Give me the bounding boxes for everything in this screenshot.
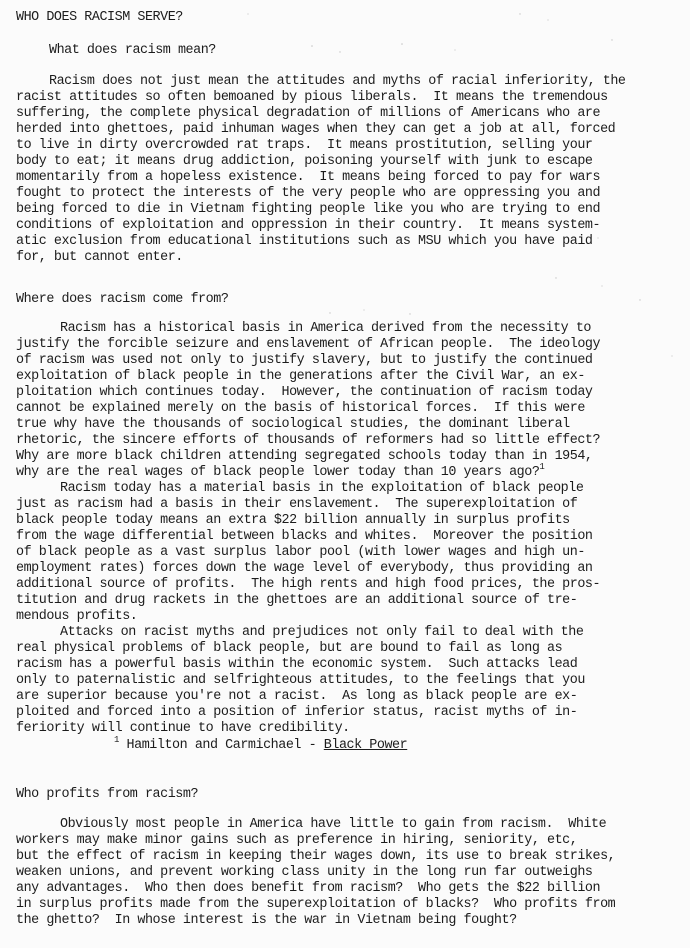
footnote-number: 1 bbox=[114, 735, 119, 745]
text-line: in surplus profits made from the superexploitation of blacks? Who profits from bbox=[16, 897, 616, 912]
text-line-with-footnote bbox=[16, 462, 545, 480]
text-line: are superior because you're not a racist. As long as black people are ex- bbox=[16, 689, 578, 704]
text-line: exploitation of black people in the generations after the Civil War, an ex- bbox=[16, 369, 585, 384]
section-heading-profits: Who profits from racism? bbox=[16, 787, 199, 802]
text-line: but the effect of racism in keeping their wages down, its use to break strikes, bbox=[16, 849, 616, 864]
text-line: Racism does not just mean the attitudes and myths of racial inferiority, the bbox=[49, 74, 626, 89]
text-line: black people today means an extra $22 billion annually in surplus profits bbox=[16, 513, 570, 528]
text-line: weaken unions, and prevent working class unity in the long run far outweighs bbox=[16, 865, 593, 880]
text-line: only to paternalistic and selfrighteous attitudes, to the feelings that you bbox=[16, 673, 585, 688]
text-line: herded into ghettoes, paid inhuman wages when they can get a job at all, forced bbox=[16, 122, 616, 137]
text-line: conditions of exploitation and oppression in their country. It means system- bbox=[16, 218, 601, 233]
text-line: of black people as a vast surplus labor pool (with lower wages and high un- bbox=[16, 545, 585, 560]
text-line: feriority will continue to have credibility. bbox=[16, 721, 350, 736]
footnote bbox=[114, 735, 408, 753]
text-line: any advantages. Who then does benefit from racism? Who gets the $22 billion bbox=[16, 881, 601, 896]
text-line: workers may make minor gains such as preference in hiring, seniority, etc, bbox=[16, 833, 578, 848]
text-line: justify the forcible seizure and enslavement of African people. The ideology bbox=[16, 337, 601, 352]
footnote-title: Black Power bbox=[323, 738, 408, 753]
text-line: just as racism had a basis in their enslavement. The superexploitation of bbox=[16, 497, 578, 512]
text-line: why are the real wages of black people lower today than 10 years ago? bbox=[16, 465, 540, 480]
text-line: Why are more black children attending segregated schools today than in 1954, bbox=[16, 449, 593, 464]
text-line: the ghetto? In whose interest is the war in Vietnam being fought? bbox=[16, 913, 517, 928]
text-line: titution and drug rackets in the ghettoes are an additional source of tre- bbox=[16, 593, 578, 608]
text-line: additional source of profits. The high rents and high food prices, the pros- bbox=[16, 577, 601, 592]
text-line: of racism was used not only to justify slavery, but to justify the continued bbox=[16, 353, 593, 368]
text-line: being forced to die in Vietnam fighting people like you who are trying to end bbox=[16, 202, 601, 217]
text-line: atic exclusion from educational institutions such as MSU which you have paid bbox=[16, 234, 593, 249]
text-line: suffering, the complete physical degradation of millions of Americans who are bbox=[16, 106, 601, 121]
text-line: fought to protect the interests of the very people who are oppressing you and bbox=[16, 186, 601, 201]
text-line: cannot be explained merely on the basis of historical forces. If this were bbox=[16, 401, 585, 416]
text-line: real physical problems of black people, but are bound to fail as long as bbox=[16, 641, 563, 656]
text-line: mendous profits. bbox=[16, 609, 138, 624]
section-heading-meaning: What does racism mean? bbox=[49, 43, 216, 58]
text-line: body to eat; it means drug addiction, poisoning yourself with junk to escape bbox=[16, 154, 593, 169]
text-line: ploitation which continues today. However, the continuation of racism today bbox=[16, 385, 593, 400]
text-line: true why have the thousands of sociological studies, the dominant liberal bbox=[16, 417, 570, 432]
text-line: momentarily from a hopeless existence. It means being forced to pay for wars bbox=[16, 170, 601, 185]
text-line: Racism today has a material basis in the exploitation of black people bbox=[60, 481, 584, 496]
text-line: for, but cannot enter. bbox=[16, 250, 183, 265]
text-line: Racism has a historical basis in America derived from the necessity to bbox=[60, 321, 591, 336]
text-line: Obviously most people in America have little to gain from racism. White bbox=[60, 817, 607, 832]
text-line: to live in dirty overcrowded rat traps. It means prostitution, selling your bbox=[16, 138, 593, 153]
footnote-marker: 1 bbox=[539, 462, 545, 472]
text-line: from the wage differential between blacks and whites. Moreover the position bbox=[16, 529, 593, 544]
document-header: WHO DOES RACISM SERVE? bbox=[16, 10, 183, 25]
text-line: Attacks on racist myths and prejudices not only fail to deal with the bbox=[60, 625, 584, 640]
text-line: ploited and forced into a position of inferior status, racist myths of in- bbox=[16, 705, 578, 720]
text-line: rhetoric, the sincere efforts of thousands of reformers had so little effect? bbox=[16, 433, 601, 448]
section-heading-origin: Where does racism come from? bbox=[16, 292, 229, 307]
text-line: employment rates) forces down the wage level of everybody, thus providing an bbox=[16, 561, 593, 576]
text-line: racism has a powerful basis within the economic system. Such attacks lead bbox=[16, 657, 578, 672]
text-line: racist attitudes so often bemoaned by pious liberals. It means the tremendous bbox=[16, 90, 608, 105]
footnote-text: Hamilton and Carmichael - bbox=[126, 738, 324, 753]
